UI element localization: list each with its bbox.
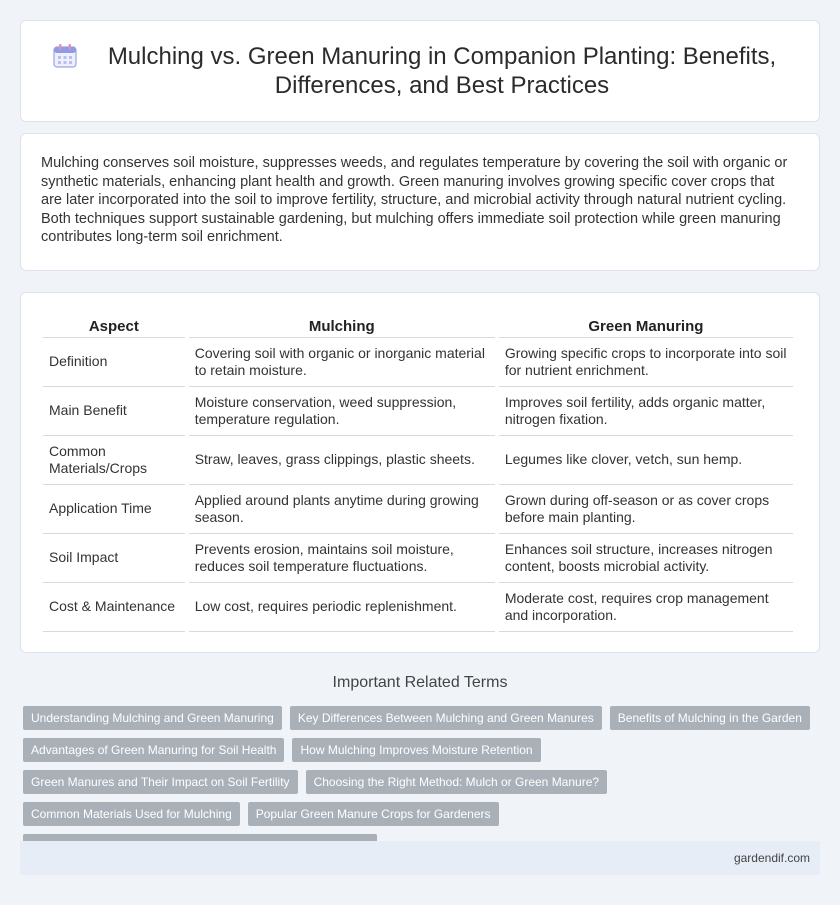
cell-aspect: Application Time: [43, 485, 185, 534]
related-term-link[interactable]: Popular Green Manure Crops for Gardeners: [248, 802, 499, 826]
comparison-table-card: [20, 292, 820, 653]
header-green-manuring: Green Manuring: [499, 313, 793, 338]
cell-green-manuring: Legumes like clover, vetch, sun hemp.: [499, 436, 793, 485]
cell-mulching: Prevents erosion, maintains soil moisture, reduces soil temperature fluctuations.: [189, 534, 495, 583]
cell-green-manuring: Improves soil fertility, adds organic matter, nitrogen fixation.: [499, 387, 793, 436]
related-term-link[interactable]: Common Materials Used for Mulching: [23, 802, 240, 826]
table-row: [43, 338, 793, 387]
footer-site-link[interactable]: gardendif.com: [733, 851, 810, 865]
table-row: [43, 436, 793, 485]
cell-mulching: Straw, leaves, grass clippings, plastic sheets.: [189, 436, 495, 485]
cell-aspect: Soil Impact: [43, 534, 185, 583]
cell-green-manuring: Growing specific crops to incorporate into soil for nutrient enrichment.: [499, 338, 793, 387]
cell-mulching: Moisture conservation, weed suppression, temperature regulation.: [189, 387, 495, 436]
table-row: [43, 485, 793, 534]
related-terms-list: [23, 706, 823, 858]
page-title: Mulching vs. Green Manuring in Companion Planting: Benefits, Differences, and Best Practices: [107, 43, 777, 99]
related-term-link[interactable]: Green Manures and Their Impact on Soil Fertility: [23, 770, 298, 794]
cell-green-manuring: Grown during off-season or as cover crops before main planting.: [499, 485, 793, 534]
table-row: [43, 583, 793, 632]
comparison-table: [39, 313, 797, 632]
cell-green-manuring: Moderate cost, requires crop management and incorporation.: [499, 583, 793, 632]
table-row: [43, 534, 793, 583]
cell-mulching: Low cost, requires periodic replenishment.: [189, 583, 495, 632]
table-row: [43, 387, 793, 436]
related-term-link[interactable]: Understanding Mulching and Green Manuring: [23, 706, 282, 730]
related-term-link[interactable]: Benefits of Mulching in the Garden: [610, 706, 810, 730]
header-aspect: Aspect: [43, 313, 185, 338]
footer: [20, 841, 820, 875]
intro-paragraph: Mulching conserves soil moisture, suppresses weeds, and regulates temperature by covering the soil with organic or synthetic materials, enhancing plant health and growth. Green manuring involves growing specific cover crops that are later incorporated into the soil to improve fertility, structure, and microbial activity through natural nutrient cycling. Both techniques support sustainable gardening, but mulching offers immediate soil protection while green manuring contributes long-term soil enrichment.: [41, 155, 788, 245]
related-term-link[interactable]: Choosing the Right Method: Mulch or Green Manure?: [306, 770, 608, 794]
cell-mulching: Covering soil with organic or inorganic material to retain moisture.: [189, 338, 495, 387]
related-term-link[interactable]: Key Differences Between Mulching and Green Manures: [290, 706, 602, 730]
cell-aspect: Main Benefit: [43, 387, 185, 436]
cell-aspect: Definition: [43, 338, 185, 387]
calendar-icon: [51, 42, 79, 70]
related-term-link[interactable]: Advantages of Green Manuring for Soil Health: [23, 738, 284, 762]
cell-aspect: Cost & Maintenance: [43, 583, 185, 632]
header-mulching: Mulching: [189, 313, 495, 338]
related-terms-title: Important Related Terms: [332, 674, 508, 691]
cell-aspect: Common Materials/Crops: [43, 436, 185, 485]
title-card: [20, 20, 820, 122]
intro-card: [20, 133, 820, 271]
table-header-row: [43, 313, 793, 338]
cell-mulching: Applied around plants anytime during growing season.: [189, 485, 495, 534]
cell-green-manuring: Enhances soil structure, increases nitrogen content, boosts microbial activity.: [499, 534, 793, 583]
related-term-link[interactable]: How Mulching Improves Moisture Retention: [292, 738, 540, 762]
